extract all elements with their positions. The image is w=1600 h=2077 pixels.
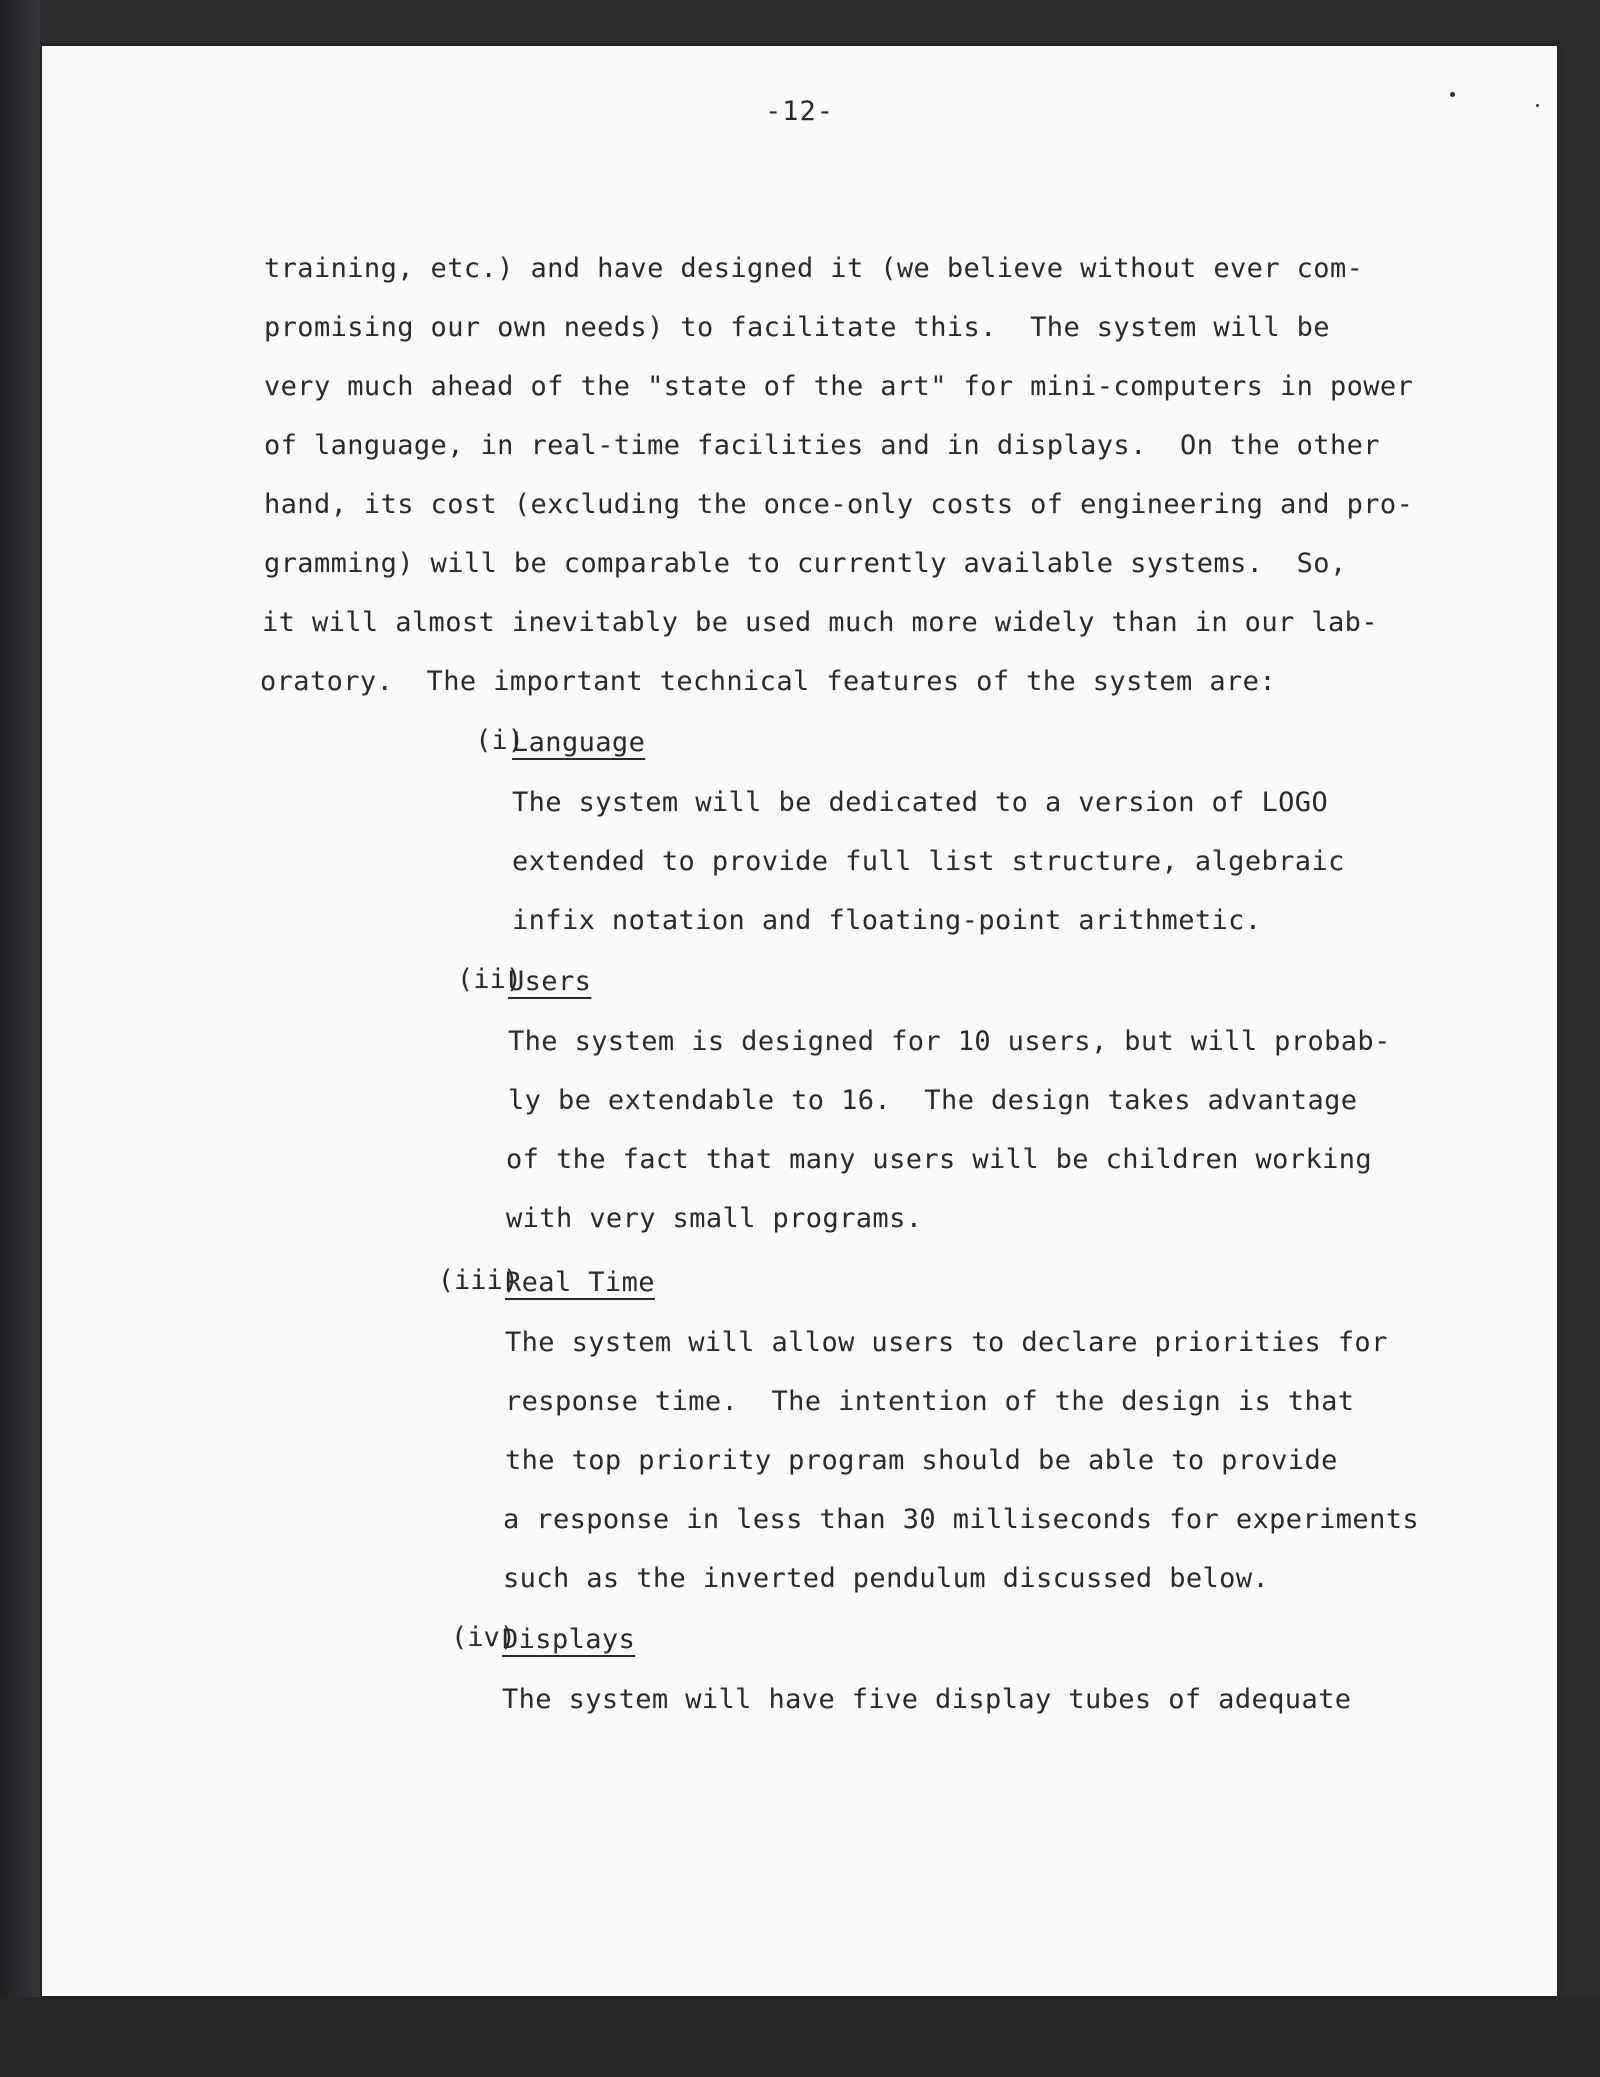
body-line: oratory. The important technical features of the system are:: [260, 666, 1276, 697]
feature-line: with very small programs.: [506, 1203, 923, 1234]
feature-line: such as the inverted pendulum discussed below.: [503, 1563, 1270, 1594]
document-page: [42, 46, 1557, 1996]
feature-heading-real-time: Real Time: [505, 1267, 655, 1298]
speck-mark: [1536, 104, 1539, 107]
feature-line: The system will be dedicated to a version of LOGO: [512, 787, 1329, 818]
body-line: of language, in real-time facilities and in displays. On the other: [264, 430, 1380, 461]
feature-line: The system will have five display tubes of adequate: [502, 1684, 1352, 1715]
body-line: very much ahead of the "state of the art" for mini-computers in power: [264, 371, 1414, 402]
feature-line: infix notation and floating-point arithmetic.: [512, 905, 1262, 936]
feature-line: response time. The intention of the design is that: [505, 1386, 1355, 1417]
feature-line: the top priority program should be able to provide: [505, 1445, 1338, 1476]
backdrop-bottom: [0, 1997, 1600, 2077]
feature-number: (i): [475, 725, 524, 756]
feature-heading-users: Users: [508, 966, 592, 997]
feature-heading-displays: Displays: [502, 1624, 636, 1655]
feature-number: (iii): [437, 1265, 519, 1296]
body-line: hand, its cost (excluding the once-only costs of engineering and pro-: [264, 489, 1414, 520]
feature-number: (ii): [456, 964, 522, 995]
body-line: gramming) will be comparable to currently available systems. So,: [264, 548, 1347, 579]
body-line: promising our own needs) to facilitate this. The system will be: [264, 312, 1330, 343]
page-number: -12-: [764, 96, 835, 127]
body-line: it will almost inevitably be used much more widely than in our lab-: [262, 607, 1378, 638]
feature-line: a response in less than 30 milliseconds for experiments: [503, 1504, 1420, 1535]
feature-line: ly be extendable to 16. The design takes advantage: [508, 1085, 1358, 1116]
speck-mark: [1450, 92, 1455, 97]
backdrop-edge: [0, 0, 40, 2077]
feature-line: of the fact that many users will be children working: [506, 1144, 1373, 1175]
feature-line: The system will allow users to declare priorities for: [505, 1327, 1388, 1358]
body-line: training, etc.) and have designed it (we believe without ever com-: [264, 253, 1364, 284]
feature-line: extended to provide full list structure, algebraic: [512, 846, 1345, 877]
feature-number: (iv): [450, 1622, 516, 1653]
feature-line: The system is designed for 10 users, but will probab-: [508, 1026, 1391, 1057]
feature-heading-language: Language: [512, 727, 646, 758]
